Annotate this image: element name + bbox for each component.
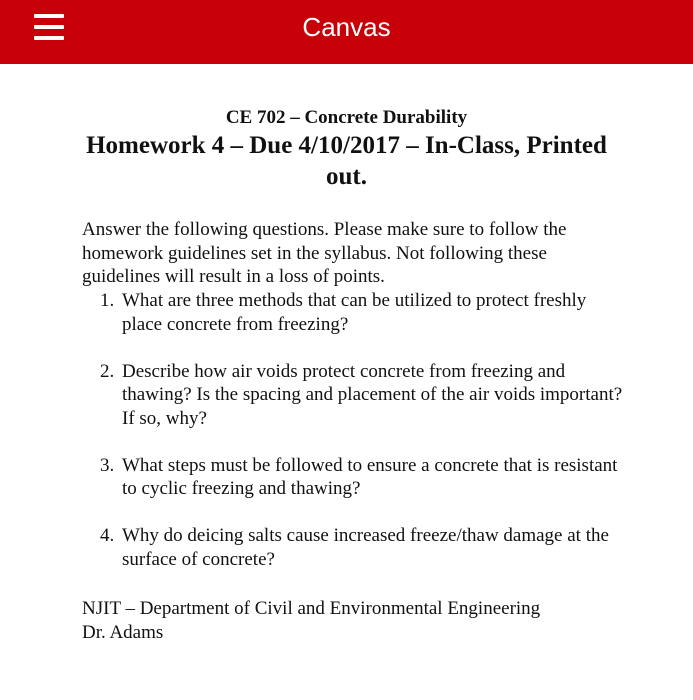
question-item bbox=[100, 360, 630, 431]
question-item bbox=[100, 524, 630, 571]
homework-title: Homework 4 – Due 4/10/2017 – In-Class, Printed out. bbox=[86, 132, 607, 190]
instructor-line: Dr. Adams bbox=[82, 621, 164, 643]
course-title: CE 702 – Concrete Durability bbox=[225, 107, 468, 128]
question-number: 2. bbox=[100, 360, 115, 382]
question-text: What are three methods that can be utilized to protect freshly place concrete from freezing? bbox=[122, 290, 587, 335]
document-footer bbox=[82, 597, 642, 644]
question-list bbox=[100, 289, 630, 595]
question-text: Why do deicing salts cause increased freeze/thaw damage at the surface of concrete? bbox=[122, 525, 609, 570]
document-page bbox=[0, 64, 693, 700]
app-title: Canvas bbox=[302, 12, 391, 42]
question-item bbox=[100, 289, 630, 336]
instructions-paragraph: Answer the following questions. Please make sure to follow the homework guidelines set in the syllabus. Not following these guidelines will result in a loss of points. bbox=[82, 219, 567, 287]
question-item bbox=[100, 454, 630, 501]
question-text: What steps must be followed to ensure a concrete that is resistant to cyclic freezing and thawing? bbox=[122, 454, 618, 499]
department-line: NJIT – Department of Civil and Environmental Engineering bbox=[82, 598, 541, 619]
question-number: 1. bbox=[100, 290, 115, 311]
question-text: Describe how air voids protect concrete from freezing and thawing? Is the spacing and placement of the air voids important? If so, why? bbox=[122, 360, 623, 429]
question-number: 3. bbox=[100, 454, 115, 476]
top-app-bar bbox=[0, 0, 693, 64]
question-number: 4. bbox=[100, 525, 115, 546]
